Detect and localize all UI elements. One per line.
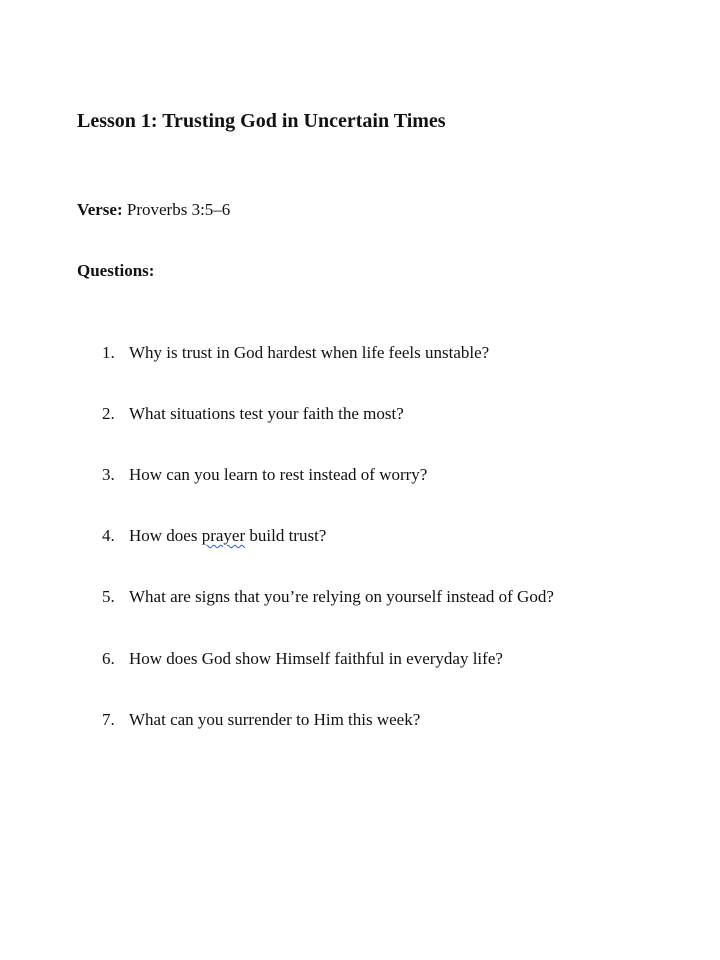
question-text-after: build trust? — [245, 526, 327, 545]
question-text: What can you surrender to Him this week? — [129, 710, 421, 729]
question-text-before: How does — [129, 526, 202, 545]
question-number: 6. — [102, 649, 115, 668]
question-text: Why is trust in God hardest when life feels unstable? — [129, 343, 490, 362]
verse-reference: Proverbs 3:5–6 — [126, 200, 231, 219]
spellcheck-flagged-word[interactable]: prayer — [201, 526, 246, 545]
question-item — [102, 465, 427, 485]
question-number: 1. — [102, 343, 115, 362]
question-item — [102, 710, 420, 730]
question-item — [102, 649, 503, 669]
question-number: 2. — [102, 404, 115, 423]
question-item — [102, 526, 326, 546]
question-item — [102, 343, 489, 363]
question-item — [102, 404, 404, 424]
question-number: 4. — [102, 526, 115, 545]
question-number: 7. — [102, 710, 115, 729]
lesson-title: Lesson 1: Trusting God in Uncertain Times — [77, 110, 446, 132]
verse-label: Verse: — [77, 200, 123, 219]
question-text: What situations test your faith the most? — [129, 404, 404, 423]
question-number: 3. — [102, 465, 115, 484]
question-text: How can you learn to rest instead of worry? — [129, 465, 428, 484]
question-text: How does God show Himself faithful in everyday life? — [129, 649, 503, 668]
verse-line — [77, 200, 230, 220]
questions-heading: Questions: — [77, 261, 155, 280]
question-item — [102, 587, 554, 607]
question-number: 5. — [102, 587, 115, 606]
question-text: What are signs that you’re relying on yourself instead of God? — [129, 587, 554, 606]
